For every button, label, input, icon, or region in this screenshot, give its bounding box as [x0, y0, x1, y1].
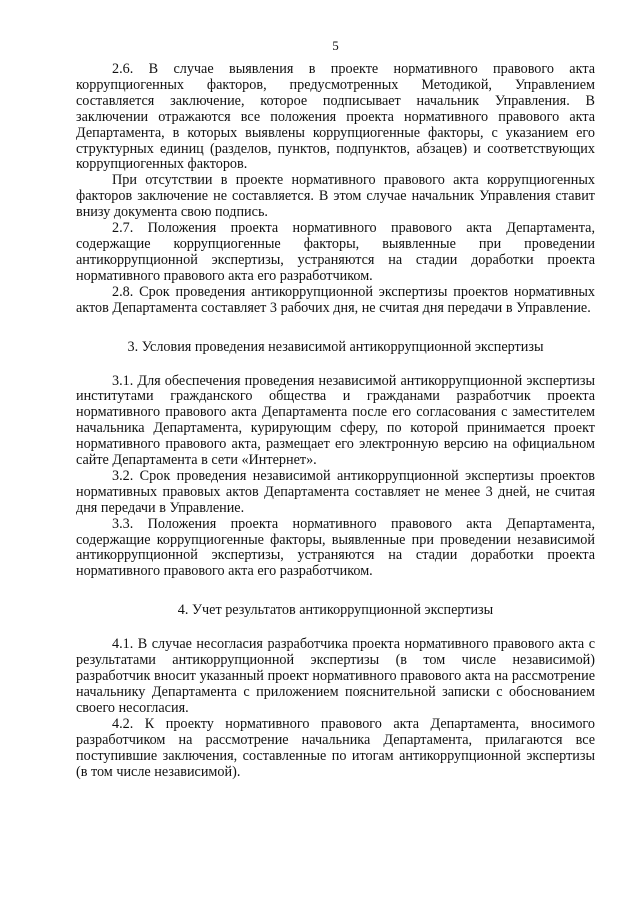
paragraph-3-1: 3.1. Для обеспечения проведения независимой антикоррупционной экспертизы институтами гражданского общества и гражданами разработчик проекта нормативного правового акта Департамента после его согласования с заместителем начальника Департамента, курирующим сферу, по которой принимается проект нормативного правового акта, размещает его электронную версию на официальном сайте Департамента в сети «Интернет». [76, 372, 595, 469]
paragraph-3-2: 3.2. Срок проведения независимой антикоррупционной экспертизы проектов нормативных правовых актов Департамента составляет не менее 3 дней, не считая дня передачи в Управление. [76, 467, 595, 516]
paragraph-2-7: 2.7. Положения проекта нормативного правового акта Департамента, содержащие коррупциогенные факторы, выявленные при проведении антикоррупционной экспертизы, устраняются на стадии доработки проекта нормативного правового акта его разработчиком. [76, 220, 595, 284]
paragraph-3-3: 3.3. Положения проекта нормативного правового акта Департамента, содержащие коррупциогенные факторы, выявленные при проведении независимой антикоррупционной экспертизы, устраняются на стадии доработки проекта нормативного правового акта его разработчиком. [76, 515, 595, 580]
section-4-heading: 4. Учет результатов антикоррупционной экспертизы [177, 602, 494, 619]
page-number: 5 [332, 38, 339, 53]
section-3-heading: 3. Условия проведения независимой антикоррупционной экспертизы [127, 338, 544, 355]
document-page [76, 0, 595, 904]
paragraph-2-6: 2.6. В случае выявления в проекте нормативного правового акта коррупциогенных факторов, предусмотренных Методикой, Управлением составляется заключение, которое подписывает начальник Управления. В заключении отражаются все положения проекта нормативного правового акта Департамента, в которых выявлены коррупциогенные факторы, с указанием его структурных единиц (разделов, пунктов, подпунктов, абзацев) и соответствующих коррупциогенных факторов. [76, 61, 595, 173]
paragraph-2-6-continuation: При отсутствии в проекте нормативного правового акта коррупциогенных факторов заключение не составляется. В этом случае начальник Управления ставит внизу документа свою подпись. [76, 172, 595, 221]
document-body [76, 62, 595, 780]
paragraph-4-2: 4.2. К проекту нормативного правового акта Департамента, вносимого разработчиком на рассмотрение начальника Департамента, прилагаются все поступившие заключения, составленные по итогам антикоррупционной экспертизы (в том числе независимой). [76, 715, 595, 780]
paragraph-4-1: 4.1. В случае несогласия разработчика проекта нормативного правового акта с результатами антикоррупционной экспертизы (в том числе независимой) разработчик вносит указанный проект нормативного правового акта на рассмотрение начальнику Департамента с приложением пояснительной записки с обоснованием своего несогласия. [76, 636, 595, 716]
paragraph-2-8: 2.8. Срок проведения антикоррупционной экспертизы проектов нормативных актов Департамента составляет 3 рабочих дня, не считая дня передачи в Управление. [76, 283, 595, 316]
